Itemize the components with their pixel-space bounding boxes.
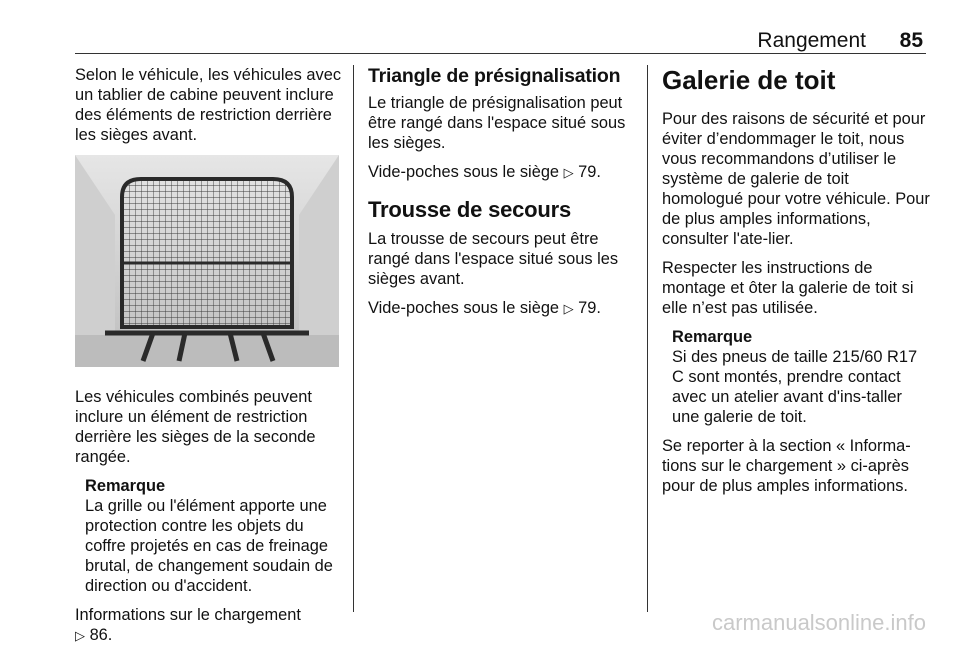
note-title: Remarque	[672, 328, 753, 346]
roof-rack-mounting-text: Respecter les instructions de montage et ôter la galerie de toit si elle n’est pas utilisée.	[662, 259, 914, 317]
warning-triangle-text: Le triangle de présignalisation peut être rangé dans l'espace situé sous les sièges.	[368, 94, 626, 152]
column-3	[662, 65, 930, 505]
column-1	[75, 65, 343, 655]
roof-rack-safety-text: Pour des raisons de sécurité et pour éviter d’endommager le toit, nous vous recommandons d’utiliser le système de galerie de toit homologué pour votre véhicule. Pour de plus amples informations, consulter l'ate-lier.	[662, 110, 930, 248]
header-rule	[75, 53, 926, 54]
storage-ref-1	[368, 162, 636, 183]
loading-info-label: Informations sur le chargement	[75, 606, 301, 624]
storage-ref-1-label: Vide-poches sous le siège	[368, 163, 560, 181]
triangle-arrow-icon: ▷	[563, 301, 574, 316]
restriction-intro: Selon le véhicule, les véhicules avec un tablier de cabine peuvent inclure des éléments de restriction derrière les sièges avant.	[75, 66, 342, 144]
heading-warning-triangle: Triangle de présignalisation	[368, 65, 621, 87]
triangle-arrow-icon: ▷	[563, 165, 574, 180]
heading-first-aid-kit: Trousse de secours	[368, 197, 572, 222]
column-divider-2	[647, 65, 648, 612]
note-title: Remarque	[85, 477, 166, 495]
first-aid-kit-text: La trousse de secours peut être rangé dans l'espace situé sous les sièges avant.	[368, 230, 619, 288]
triangle-arrow-icon: ▷	[75, 628, 85, 643]
note-text: Si des pneus de taille 215/60 R17 C sont montés, prendre contact avec un atelier avant d'ins-taller une galerie de toit.	[672, 348, 918, 426]
loading-section-ref-text: Se reporter à la section « Informa-tions sur le chargement » ci-après pour de plus amples informations.	[662, 437, 911, 495]
note-box	[672, 327, 930, 427]
storage-ref-2	[368, 298, 636, 319]
header-section-title: Rangement	[757, 29, 866, 52]
storage-ref-2-page[interactable]: 79.	[578, 299, 601, 317]
note-box	[85, 476, 343, 596]
storage-ref-1-page[interactable]: 79.	[578, 163, 601, 181]
column-2	[368, 65, 636, 328]
cargo-grille-photo	[75, 155, 339, 367]
page-number: 85	[899, 29, 923, 52]
combi-vehicles-text: Les véhicules combinés peuvent inclure un élément de restriction derrière les sièges de la seconde rangée.	[75, 388, 316, 466]
watermark: carmanualsonline.info	[711, 610, 926, 635]
loading-info-page-ref[interactable]: 86.	[89, 626, 113, 644]
column-divider-1	[353, 65, 354, 612]
note-text: La grille ou l'élément apporte une protection contre les objets du coffre projetés en cas de freinage brutal, de changement soudain de direction ou d'accident.	[85, 497, 333, 595]
storage-ref-2-label: Vide-poches sous le siège	[368, 299, 560, 317]
loading-info-ref	[75, 605, 343, 646]
heading-roof-rack: Galerie de toit	[662, 65, 836, 95]
